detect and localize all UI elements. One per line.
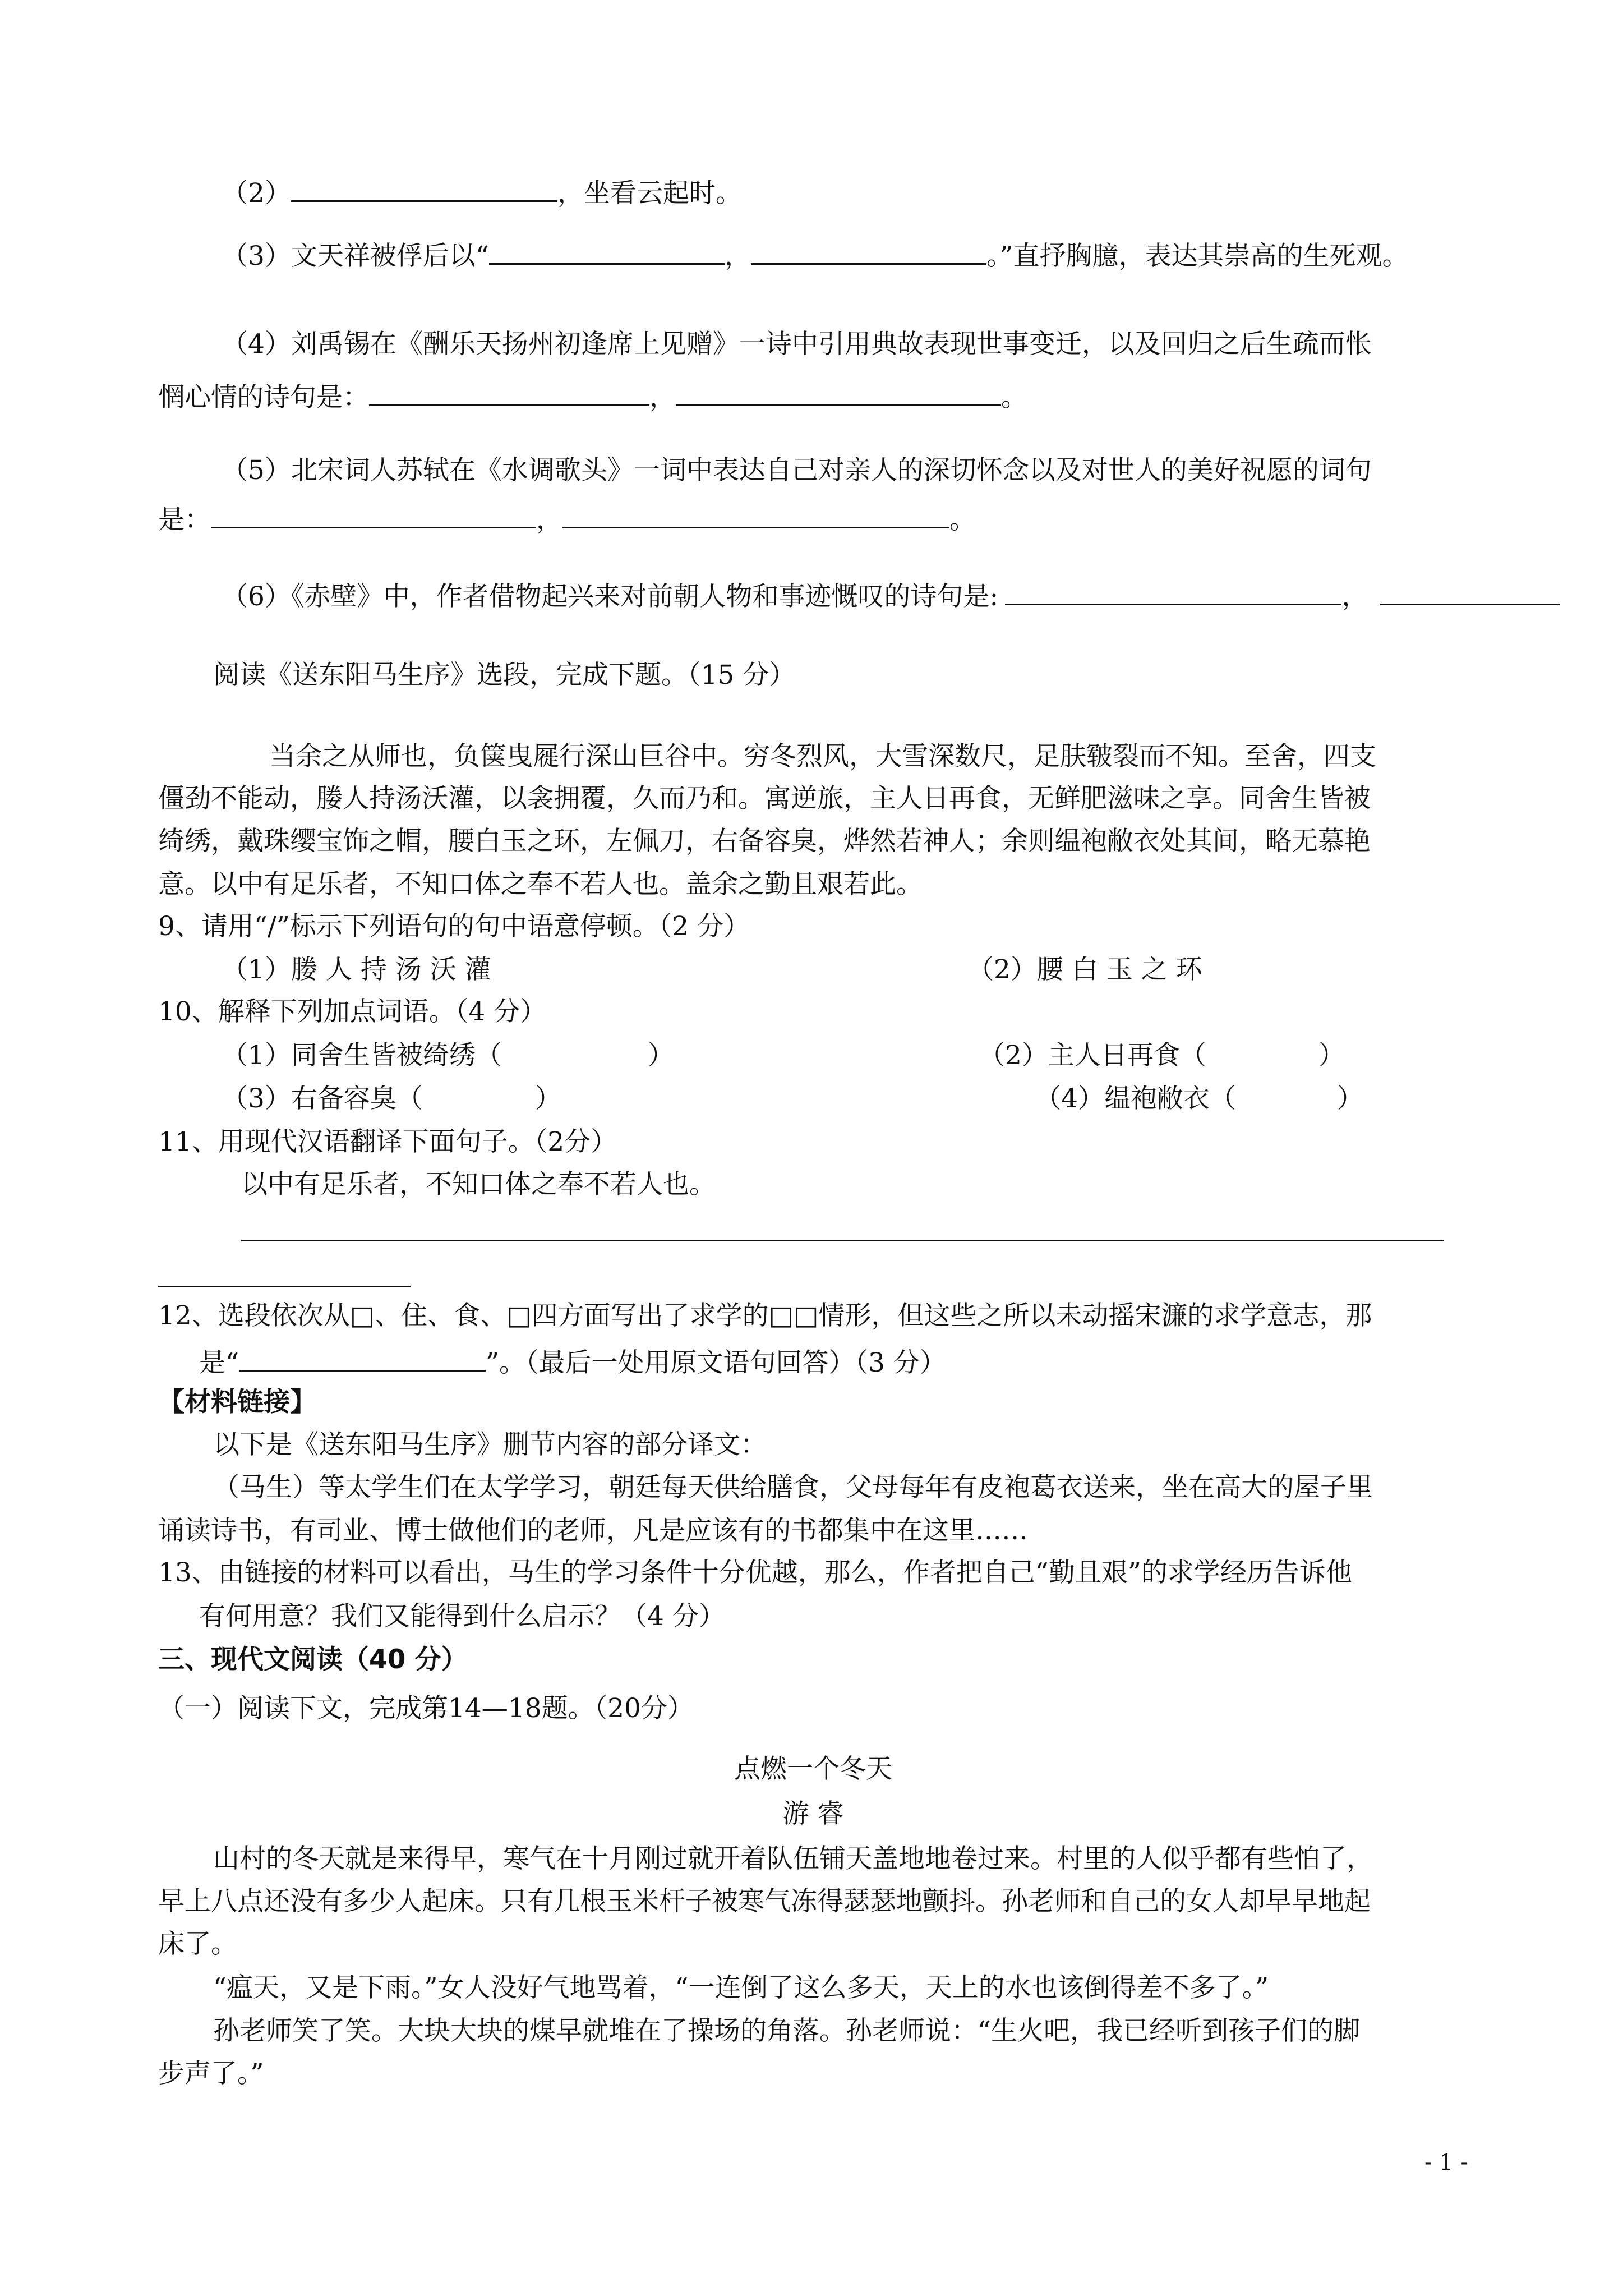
q3-line: （3）文天祥被俘后以“ ， 。”直抒胸臆，表达其崇高的生死观。 xyxy=(222,238,1408,269)
passage-line: 僵劲不能动，媵人持汤沃灌，以衾拥覆，久而乃和。寓逆旅，主人日再食，无鲜肥滋味之享。同舍生皆被 xyxy=(158,783,1371,814)
answer-blank[interactable] xyxy=(751,238,986,265)
q4-line2: 惘心情的诗句是： ， 。 xyxy=(158,380,1027,411)
page-number: - 1 - xyxy=(1424,2150,1468,2175)
answer-blank[interactable] xyxy=(369,380,649,406)
story-paragraph: 步声了。” xyxy=(158,2058,264,2089)
material-link-title: 【材料链接】 xyxy=(158,1387,316,1418)
story-author: 游 睿 xyxy=(782,1798,844,1829)
section-heading: 三、现代文阅读（40 分） xyxy=(158,1644,468,1675)
q11-sentence: 以中有足乐者，不知口体之奉不若人也。 xyxy=(241,1169,716,1200)
answer-blank[interactable] xyxy=(211,502,536,528)
q9-item-2: （2）腰 白 玉 之 环 xyxy=(967,954,1202,985)
q10-title: 10、解释下列加点词语。（4 分） xyxy=(158,996,547,1027)
story-paragraph: “瘟天，又是下雨。”女人没好气地骂着，“一连倒了这么多天，天上的水也该倒得差不多了。” xyxy=(213,1972,1269,2003)
material-link-intro: 以下是《送东阳马生序》删节内容的部分译文： xyxy=(213,1429,767,1460)
q13-line2: 有何用意？我们又能得到什么启示？（4 分） xyxy=(199,1601,725,1632)
passage-line: 当余之从师也，负箧曳屣行深山巨谷中。穷冬烈风，大雪深数尺，足肤皲裂而不知。至舍，四支 xyxy=(269,741,1376,772)
passage-line: 绮绣，戴珠缨宝饰之帽，腰白玉之环，左佩刀，右备容臭，烨然若神人；余则缊袍敝衣处其间，略无慕艳 xyxy=(158,826,1371,857)
q10-item-1: （1）同舍生皆被绮绣（ ） xyxy=(222,1040,674,1071)
answer-blank[interactable] xyxy=(562,502,949,528)
story-paragraph: 床了。 xyxy=(158,1929,237,1959)
q2-line: （2） ，坐看云起时。 xyxy=(222,176,742,206)
section-sub: （一）阅读下文，完成第14—18题。（20分） xyxy=(158,1693,694,1724)
q10-item-2: （2）主人日再食（ ） xyxy=(979,1040,1345,1071)
q12-line1: 12、选段依次从□、住、食、□四方面写出了求学的□□情形，但这些之所以未动摇宋濂的求学意志，那 xyxy=(158,1300,1372,1331)
answer-line[interactable] xyxy=(158,1286,411,1287)
material-link-text: 诵读诗书，有司业、博士做他们的老师，凡是应该有的书都集中在这里…… xyxy=(158,1515,1028,1546)
q6-line: （6）《赤壁》中，作者借物起兴来对前朝人物和事迹慨叹的诗句是: ， xyxy=(222,579,1560,610)
q11-title: 11、用现代汉语翻译下面句子。（2分） xyxy=(158,1126,617,1157)
q5-line1: （5）北宋词人苏轼在《水调歌头》一词中表达自己对亲人的深切怀念以及对世人的美好祝愿的词句 xyxy=(222,455,1372,486)
q13-line1: 13、由链接的材料可以看出，马生的学习条件十分优越，那么，作者把自己“勤且艰”的求学经历告诉他 xyxy=(158,1557,1352,1588)
q9-item-1: （1）媵 人 持 汤 沃 灌 xyxy=(222,954,491,985)
q9-title: 9、请用“/”标示下列语句的句中语意停顿。（2 分） xyxy=(158,911,750,942)
q12-line2: 是“ ”。（最后一处用原文语句回答）（3 分） xyxy=(199,1345,946,1376)
answer-blank[interactable] xyxy=(239,1345,486,1372)
story-paragraph: 山村的冬天就是来得早，寒气在十月刚过就开着队伍铺天盖地地卷过来。村里的人似乎都有些怕了， xyxy=(213,1843,1373,1874)
answer-blank[interactable] xyxy=(1380,579,1560,605)
reading-intro: 阅读《送东阳马生序》选段，完成下题。（15 分） xyxy=(213,660,796,691)
answer-blank[interactable] xyxy=(291,176,557,202)
q10-item-3: （3）右备容臭（ ） xyxy=(222,1083,561,1114)
q5-line2: 是： ， 。 xyxy=(158,502,976,533)
passage-line: 意。以中有足乐者，不知口体之奉不若人也。盖余之勤且艰若此。 xyxy=(158,869,923,900)
story-paragraph: 孙老师笑了笑。大块大块的煤早就堆在了操场的角落。孙老师说：“生火吧，我已经听到孩子们的脚 xyxy=(213,2016,1361,2046)
q4-line1: （4）刘禹锡在《酬乐天扬州初逢席上见赠》一诗中引用典故表现世事变迁，以及回归之后生疏而怅 xyxy=(222,329,1372,360)
answer-blank[interactable] xyxy=(676,380,1001,406)
story-paragraph: 早上八点还没有多少人起床。只有几根玉米杆子被寒气冻得瑟瑟地颤抖。孙老师和自己的女人却早早地起 xyxy=(158,1886,1371,1917)
answer-line[interactable] xyxy=(241,1240,1444,1241)
story-title: 点燃一个冬天 xyxy=(734,1754,892,1784)
answer-blank[interactable] xyxy=(1005,579,1341,605)
answer-blank[interactable] xyxy=(489,238,725,265)
material-link-text: （马生）等太学生们在太学学习，朝廷每天供给膳食，父母每年有皮袍葛衣送来，坐在高大的屋子里 xyxy=(213,1472,1373,1503)
q10-item-4: （4）缊袍敝衣（ ） xyxy=(1035,1083,1363,1114)
